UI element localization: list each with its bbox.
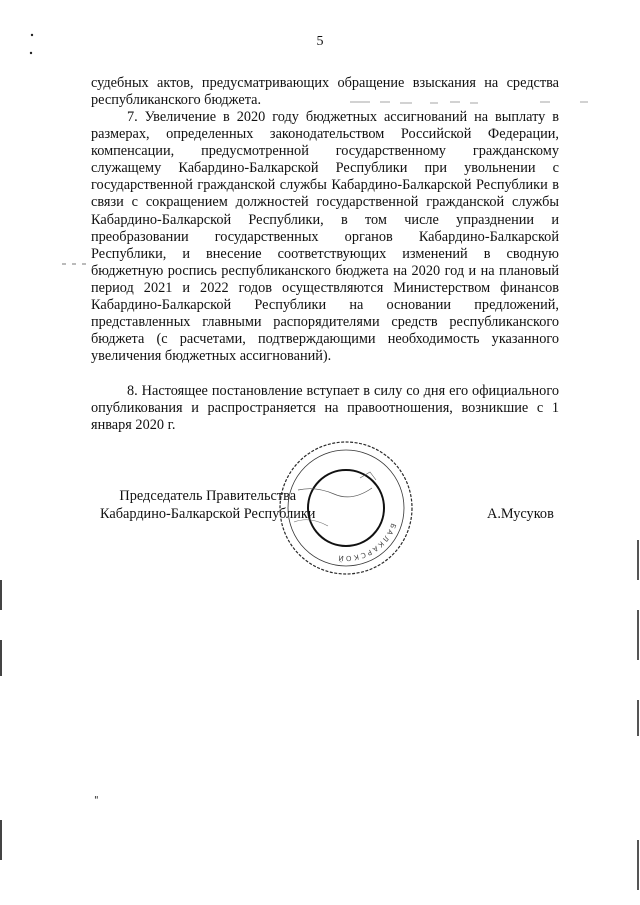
paragraph-continuation <box>91 75 559 109</box>
paragraph-text: 7. Увеличение в 2020 году бюджетных ассигнований на выплату в размерах, определенных законодательством Российской Федерации, компенсации, предусмотренной государственному гражданскому служащему Кабардино-Балкарской Республики при увольнении с государственной гражданской службы Кабардино-Балкарской Республики в связи с сокращением должностей государственной гражданской службы Кабардино-Балкарской Республики, в том числе упразднении и преобразовании государственных органов Кабардино-Балкарской Республики, и внесение соответствующих изменений в сводную бюджетную роспись республиканского бюджета на 2020 год и на плановый период 2021 и 2022 годов осуществляются Министерством финансов Кабардино-Балкарской Республики на основании предложений, представленных главными распорядителями средств республиканского бюджета (с расчетами, подтверждающими необходимость указанного увеличения бюджетных ассигнований). <box>91 109 559 365</box>
paragraph-text: 8. Настоящее постановление вступает в силу со дня его официального опубликования и распространяется на правоотношения, возникшие с 1 января 2020 г. <box>91 383 559 434</box>
paragraph-item-8 <box>91 383 559 434</box>
official-seal <box>276 438 416 578</box>
signatory-title-line: Кабардино-Балкарской Республики <box>100 505 316 522</box>
svg-text:БАЛКАРСКОЙ <box>336 522 397 563</box>
seal-text: БАЛКАРСКОЙ <box>336 522 398 563</box>
signatory-title-line: Председатель Правительства <box>119 488 297 504</box>
signatory-name: А.Мусуков <box>487 506 554 522</box>
page-number: 5 <box>316 34 324 49</box>
paragraph-text: судебных актов, предусматривающих обращение взыскания на средства республиканского бюджета. <box>91 75 559 109</box>
svg-text:": " <box>94 795 99 806</box>
paragraph-item-7 <box>91 109 559 365</box>
